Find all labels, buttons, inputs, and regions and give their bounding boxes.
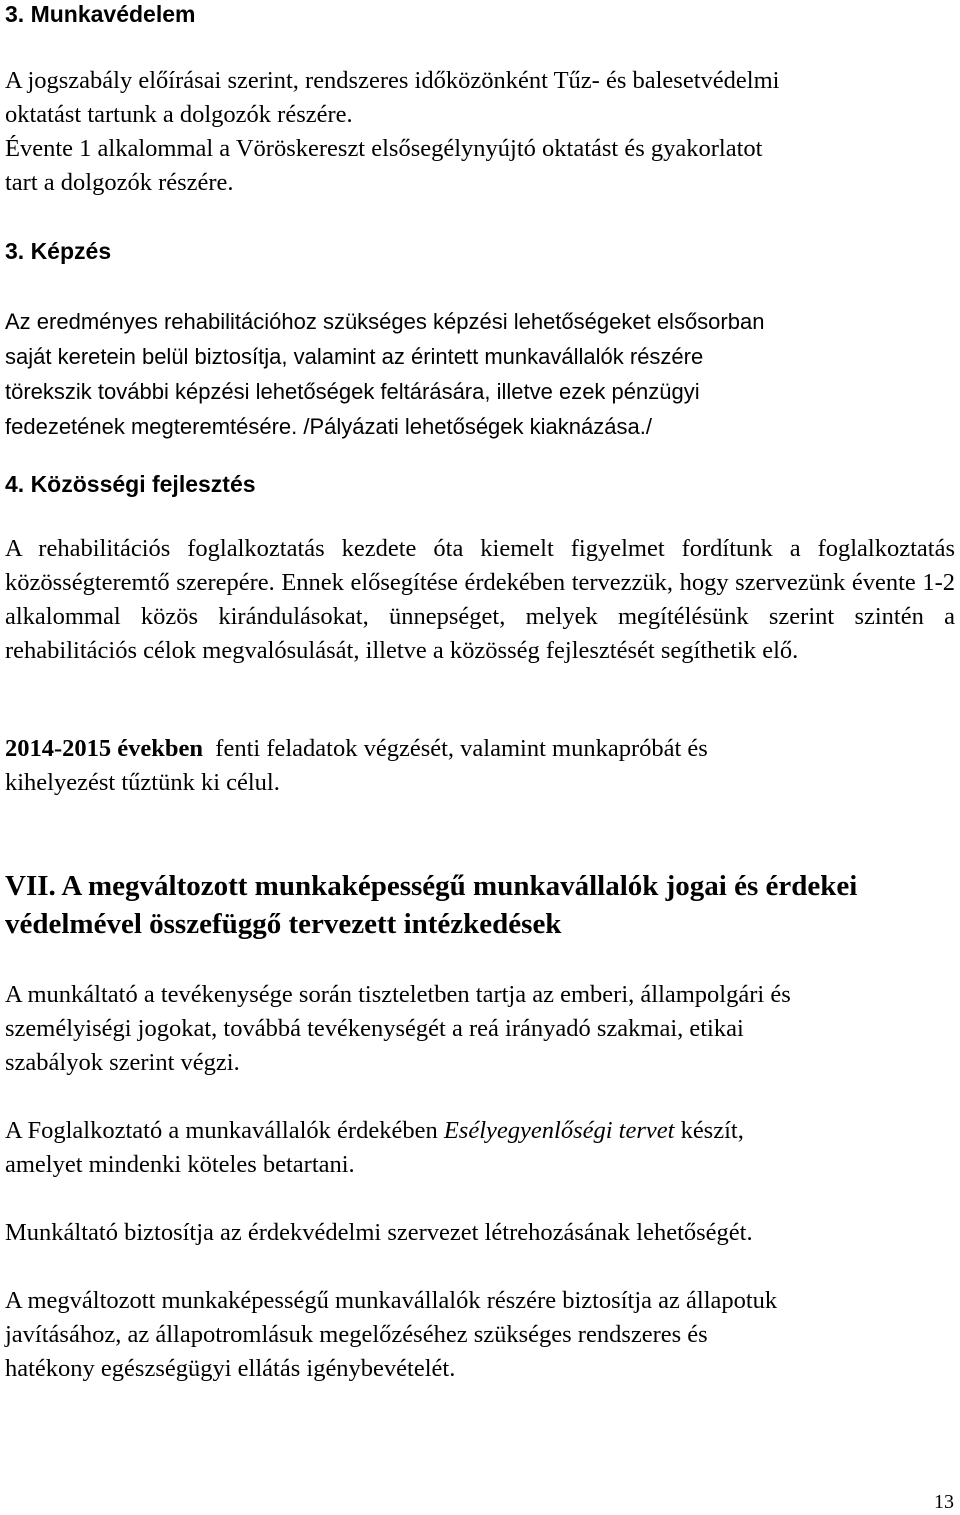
text-run: fenti feladatok végzését, valamint munkapróbát és [203, 735, 708, 762]
text-line: A jogszabály előírásai szerint, rendszeres időközönként Tűz- és balesetvédelmi [5, 67, 780, 94]
section-heading-kozossegi-fejlesztes: 4. Közösségi fejlesztés [5, 471, 256, 497]
paragraph-vii-4 [5, 1284, 777, 1386]
text-run: készít, [674, 1117, 744, 1144]
text-line [5, 1114, 744, 1148]
text-line [5, 732, 955, 766]
section-heading-munkavedelem: 3. Munkavédelem [5, 1, 196, 27]
text-line: személyiségi jogokat, továbbá tevékenységét a reá irányadó szakmai, etikai [5, 1015, 744, 1042]
text-line: javításához, az állapotromlásuk megelőzéséhez szükséges rendszeres és [5, 1321, 708, 1348]
paragraph-kepzes [5, 304, 764, 444]
text-line: amelyet mindenki köteles betartani. [5, 1151, 355, 1178]
paragraph-vii-3 [5, 1216, 753, 1250]
paragraph-vii-2 [5, 1114, 744, 1182]
bold-lead: 2014-2015 években [5, 735, 204, 762]
text-line: A megváltozott munkaképességű munkavállalók részére biztosítja az állapotuk [5, 1287, 778, 1314]
text-line: hatékony egészségügyi ellátás igénybevételét. [5, 1355, 456, 1382]
text-line: saját keretein belül biztosítja, valamint az érintett munkavállalók részére [5, 344, 704, 369]
text-line: oktatást tartunk a dolgozók részére. [5, 101, 353, 128]
paragraph-vii-1 [5, 978, 791, 1080]
italic-plan-name: Esélyegyenlőségi tervet [443, 1117, 675, 1144]
text-line: Az eredményes rehabilitációhoz szükséges képzési lehetőségeket elsősorban [5, 309, 765, 334]
text-line: Munkáltató biztosítja az érdekvédelmi szervezet létrehozásának lehetőségét. [5, 1219, 753, 1246]
chapter-heading-vii: VII. A megváltozott munkaképességű munkavállalók jogai és érdekei védelmével összefüggő tervezett intézkedések [5, 870, 858, 940]
paragraph-munkavedelem [5, 64, 779, 200]
text-line: törekszik további képzési lehetőségek feltárására, illetve ezek pénzügyi [5, 379, 700, 404]
text-line: szabályok szerint végzi. [5, 1049, 240, 1076]
page-number: 13 [934, 1491, 954, 1513]
section-heading-kepzes: 3. Képzés [5, 238, 112, 264]
text-line: kihelyezést tűztünk ki célul. [5, 769, 280, 796]
paragraph-kozossegi-fejlesztes: A rehabilitációs foglalkoztatás kezdete óta kiemelt figyelmet fordítunk a foglalkoztatás közösségteremtő szerepére. Ennek elősegítése érdekében tervezzük, hogy szervezünk évente 1-2 alkalommal közös kirándulásokat, ünnepséget, melyek megítélésünk szerint szintén a rehabilitációs célok megvalósulását, illetve a közösség fejlesztését segíthetik elő. [5, 535, 955, 664]
text-line: fedezetének megteremtésére. /Pályázati lehetőségek kiaknázása./ [5, 414, 652, 439]
text-line: Évente 1 alkalommal a Vöröskereszt elsősegélynyújtó oktatást és gyakorlatot [5, 135, 763, 162]
text-line: A munkáltató a tevékenysége során tiszteletben tartja az emberi, állampolgári és [5, 981, 791, 1008]
paragraph-celok [5, 732, 955, 800]
text-line: tart a dolgozók részére. [5, 169, 234, 196]
text-run: A Foglalkoztató a munkavállalók érdekében [5, 1117, 444, 1144]
